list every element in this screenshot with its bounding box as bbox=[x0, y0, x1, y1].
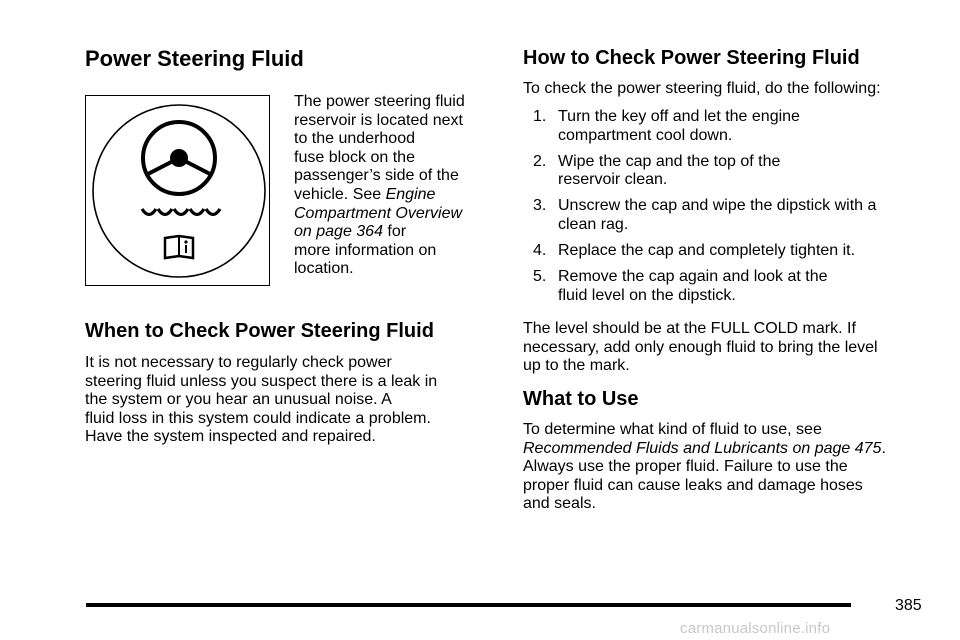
engine-compartment-link[interactable]: Engine bbox=[385, 185, 436, 203]
step-line: Remove the cap again and look at the bbox=[558, 268, 828, 286]
step-item bbox=[523, 242, 943, 261]
check-steps-list bbox=[523, 108, 943, 313]
power-steering-symbol-graphic bbox=[86, 96, 271, 287]
body-line: The level should be at the FULL COLD mark. If bbox=[523, 320, 856, 337]
intro-line: more information on bbox=[294, 241, 437, 259]
body-line: Always use the proper fluid. Failure to use the bbox=[523, 458, 848, 476]
step-line: fluid level on the dipstick. bbox=[558, 286, 736, 304]
intro-line: location. bbox=[294, 260, 354, 278]
what-to-use-heading: What to Use bbox=[523, 388, 639, 410]
intro-line: passenger’s side of the bbox=[294, 167, 459, 185]
recommended-fluids-line bbox=[523, 440, 943, 459]
how-to-check-heading: How to Check Power Steering Fluid bbox=[523, 47, 860, 69]
step-item bbox=[523, 197, 943, 234]
step-line: Turn the key off and let the engine bbox=[558, 108, 800, 125]
footer-rule bbox=[86, 603, 851, 607]
step-line: Replace the cap and completely tighten it. bbox=[558, 242, 856, 260]
body-line: the system or you hear an unusual noise. A bbox=[85, 391, 392, 409]
step-line: Wipe the cap and the top of the bbox=[558, 152, 781, 170]
body-line: fluid loss in this system could indicate a problem. bbox=[85, 409, 431, 427]
intro-see-line bbox=[294, 186, 499, 205]
engine-compartment-link[interactable]: on page 364 bbox=[294, 223, 383, 241]
watermark-text: carmanualsonline.info bbox=[680, 620, 831, 637]
step-line: compartment cool down. bbox=[558, 126, 733, 144]
step-line: reservoir clean. bbox=[558, 171, 668, 189]
when-to-check-heading: When to Check Power Steering Fluid bbox=[85, 320, 434, 342]
intro-line: to the underhood bbox=[294, 130, 415, 148]
step-item bbox=[523, 268, 943, 305]
intro-page-ref-line bbox=[294, 223, 499, 242]
body-line: To determine what kind of fluid to use, see bbox=[523, 421, 822, 438]
page-number: 385 bbox=[895, 597, 922, 614]
step-number: 5. bbox=[533, 268, 547, 286]
fluid-wave-icon bbox=[142, 209, 220, 215]
intro-line: fuse block on the bbox=[294, 148, 415, 166]
intro-line: The power steering fluid bbox=[294, 93, 465, 110]
body-line: It is not necessary to regularly check power bbox=[85, 354, 392, 371]
intro-see-prefix: vehicle. See bbox=[294, 185, 386, 203]
owner-manual-icon bbox=[165, 236, 193, 258]
power-steering-symbol-figure bbox=[85, 95, 270, 286]
when-to-check-paragraph bbox=[85, 354, 490, 447]
steering-wheel-icon bbox=[143, 122, 215, 194]
step-number: 4. bbox=[533, 242, 547, 260]
step-item bbox=[523, 153, 943, 190]
recommended-fluids-link[interactable]: Recommended Fluids and Lubricants on page 475 bbox=[523, 439, 882, 457]
step-line: Unscrew the cap and wipe the dipstick with a bbox=[558, 197, 877, 215]
engine-compartment-link[interactable]: Compartment Overview bbox=[294, 204, 463, 222]
body-line: up to the mark. bbox=[523, 357, 630, 375]
how-to-check-intro: To check the power steering fluid, do the following: bbox=[523, 80, 881, 97]
step-line: clean rag. bbox=[558, 215, 629, 233]
body-line: necessary, add only enough fluid to bring the level bbox=[523, 338, 878, 356]
what-to-use-paragraph bbox=[523, 421, 943, 514]
body-line: proper fluid can cause leaks and damage hoses bbox=[523, 476, 863, 494]
intro-paragraph bbox=[294, 93, 499, 279]
page-title: Power Steering Fluid bbox=[85, 46, 304, 71]
body-line: steering fluid unless you suspect there is a leak in bbox=[85, 372, 438, 390]
intro-line: reservoir is located next bbox=[294, 111, 463, 129]
step-number: 2. bbox=[533, 152, 547, 170]
link-trailing-period: . bbox=[881, 439, 886, 457]
step-number: 1. bbox=[533, 108, 547, 125]
fluid-level-paragraph bbox=[523, 320, 943, 376]
body-line: and seals. bbox=[523, 495, 596, 513]
step-number: 3. bbox=[533, 197, 547, 215]
step-item bbox=[523, 108, 943, 145]
body-line: Have the system inspected and repaired. bbox=[85, 428, 376, 446]
intro-after-link: for bbox=[382, 223, 407, 241]
